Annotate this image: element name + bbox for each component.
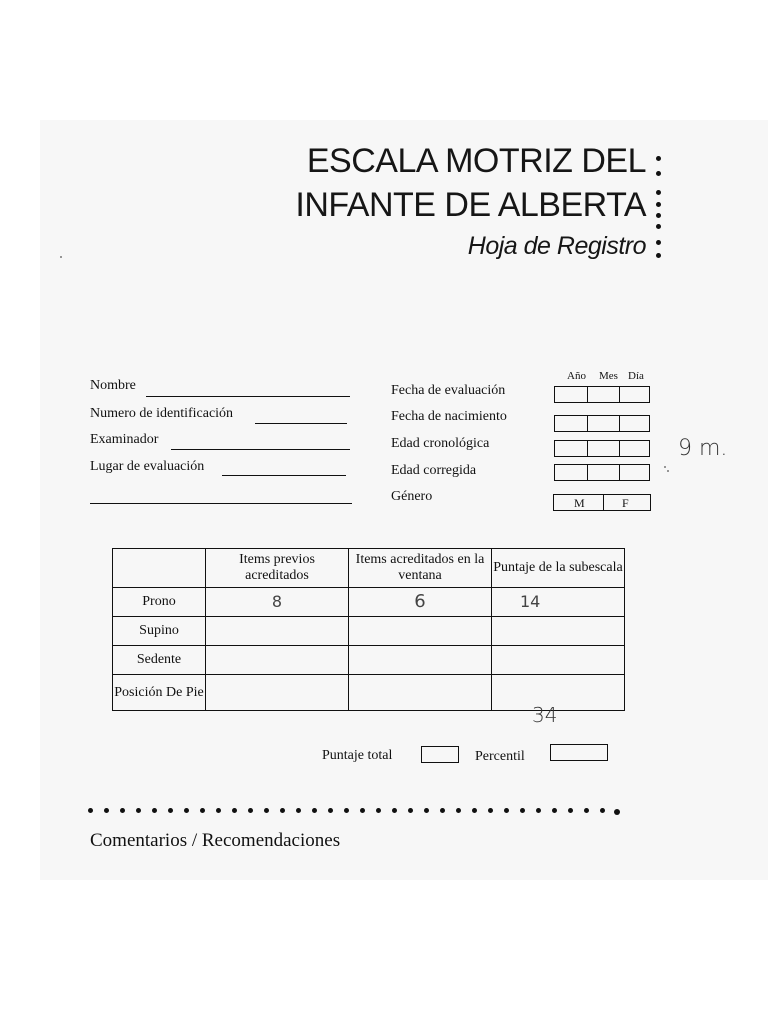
edad-cronologica-boxes[interactable]	[554, 440, 650, 457]
row-label-pie: Posición De Pie	[113, 675, 206, 711]
scores-table	[112, 548, 625, 711]
genero-label: Género	[391, 489, 433, 504]
table-header-row	[113, 549, 625, 588]
fecha-nacimiento-boxes[interactable]	[554, 415, 650, 432]
puntaje-total-box[interactable]	[421, 746, 459, 763]
supino-ventana[interactable]	[349, 617, 492, 646]
sedente-ventana[interactable]	[349, 646, 492, 675]
form-title-line-2: INFANTE DE ALBERTA	[295, 186, 646, 224]
percentil-box[interactable]	[550, 744, 608, 761]
gender-m[interactable]: M	[574, 496, 585, 510]
dia-header: Día	[628, 370, 644, 382]
sedente-previos[interactable]	[206, 646, 349, 675]
pie-previos[interactable]	[206, 675, 349, 711]
edad-corregida-boxes[interactable]	[554, 464, 650, 481]
prono-ventana[interactable]: 6	[349, 588, 492, 617]
table-row	[113, 646, 625, 675]
anio-header: Año	[567, 370, 586, 382]
puntaje-total-label: Puntaje total	[322, 748, 393, 763]
numero-id-label: Numero de identificación	[90, 406, 234, 421]
table-header-ventana: Items acreditados en la ventana	[349, 549, 492, 588]
mes-header: Mes	[599, 370, 618, 382]
supino-subescala[interactable]	[492, 617, 625, 646]
supino-previos[interactable]	[206, 617, 349, 646]
fecha-evaluacion-boxes[interactable]	[554, 386, 650, 403]
table-header-blank	[113, 549, 206, 588]
examinador-label: Examinador	[90, 432, 159, 447]
pie-ventana[interactable]	[349, 675, 492, 711]
gender-f[interactable]: F	[622, 496, 629, 510]
row-label-supino: Supino	[113, 617, 206, 646]
lugar-label: Lugar de evaluación	[90, 459, 205, 474]
form-title-line-1: ESCALA MOTRIZ DEL	[306, 142, 646, 180]
nombre-label: Nombre	[90, 378, 136, 393]
pie-subescala[interactable]	[492, 675, 625, 711]
nombre-line[interactable]	[146, 396, 350, 397]
dotted-separator	[88, 808, 620, 816]
table-row	[113, 617, 625, 646]
fecha-nacimiento-label: Fecha de nacimiento	[391, 409, 507, 424]
row-label-sedente: Sedente	[113, 646, 206, 675]
fecha-evaluacion-label: Fecha de evaluación	[391, 383, 506, 398]
table-row	[113, 588, 625, 617]
prono-previos[interactable]: 8	[206, 588, 349, 617]
handwritten-age: 9 m.	[678, 436, 728, 461]
table-header-previos: Items previos acreditados	[206, 549, 349, 588]
examinador-line[interactable]	[171, 449, 350, 450]
handwritten-sum: 34	[532, 703, 558, 727]
edad-cronologica-label: Edad cronológica	[391, 436, 490, 451]
numero-id-line[interactable]	[255, 423, 347, 424]
form-subtitle: Hoja de Registro	[467, 232, 646, 260]
extra-line[interactable]	[90, 503, 352, 504]
prono-subescala[interactable]: 14	[492, 588, 625, 617]
edad-corregida-label: Edad corregida	[391, 463, 477, 478]
table-header-subescala: Puntaje de la subescala	[492, 549, 625, 588]
comments-heading: Comentarios / Recomendaciones	[90, 830, 341, 851]
percentil-label: Percentil	[475, 749, 525, 764]
lugar-line[interactable]	[222, 475, 346, 476]
sedente-subescala[interactable]	[492, 646, 625, 675]
genero-boxes[interactable]	[553, 494, 651, 511]
row-label-prono: Prono	[113, 588, 206, 617]
